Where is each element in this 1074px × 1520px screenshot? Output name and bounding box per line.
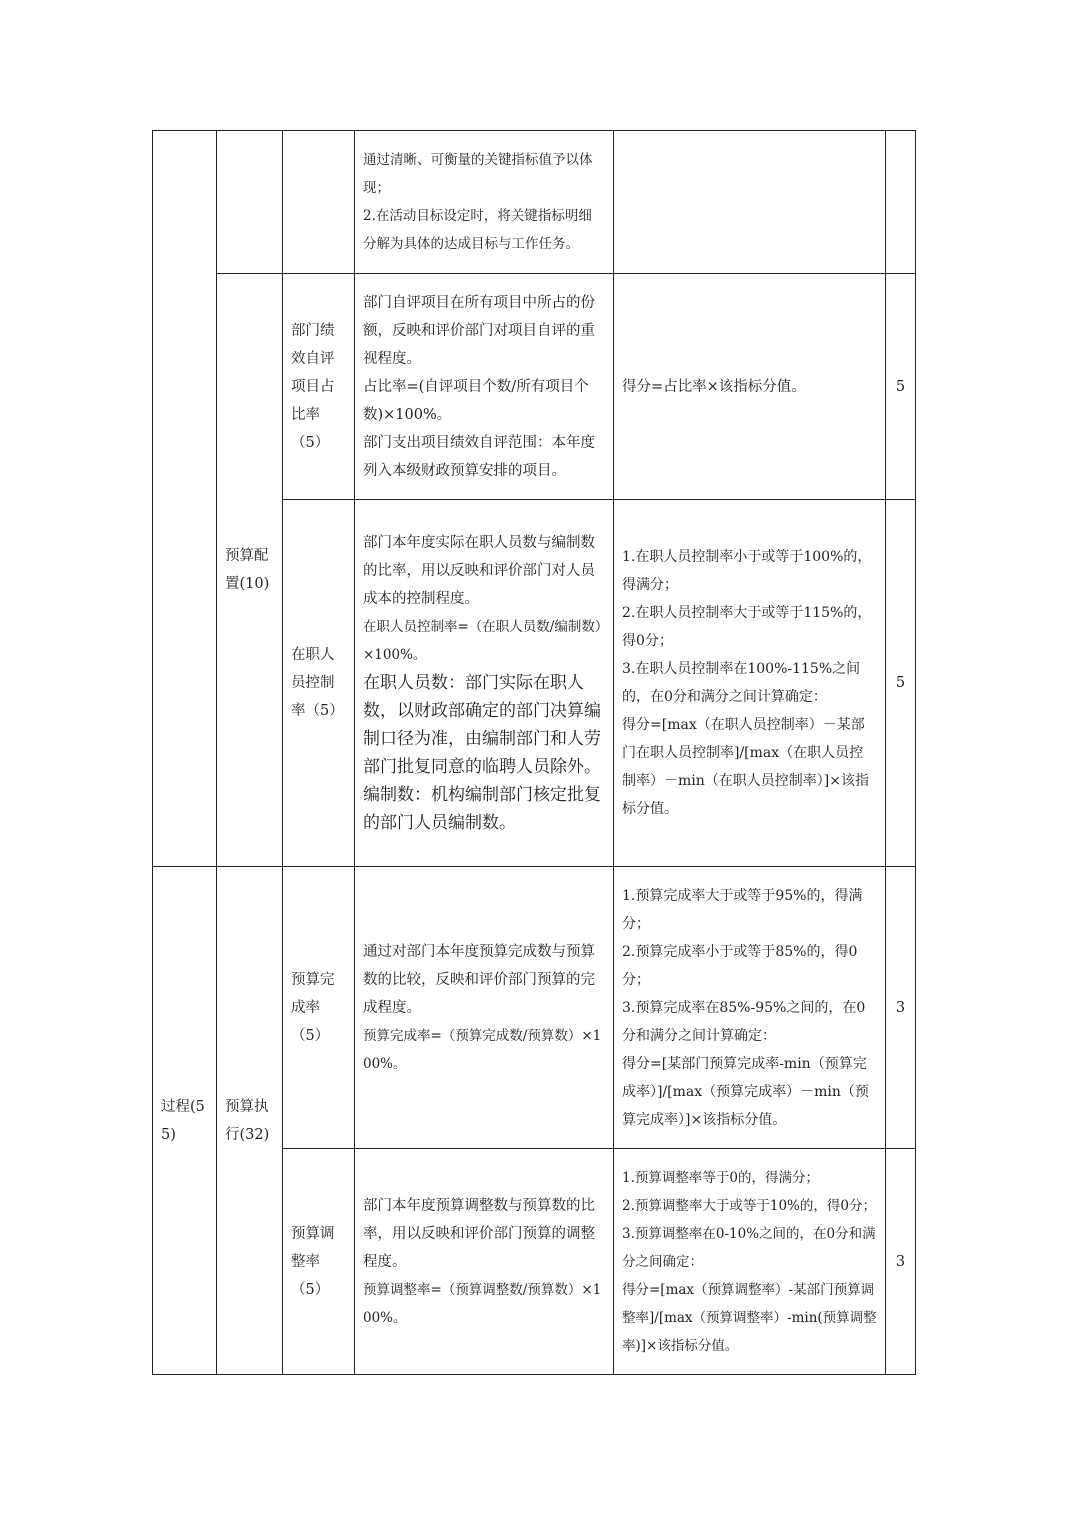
score-value: 3 <box>895 999 906 1016</box>
table-row <box>153 274 916 500</box>
scoring-cell <box>614 867 886 1149</box>
description-cell <box>355 500 614 867</box>
level1-cell-empty <box>153 131 217 867</box>
score-cell <box>886 500 916 867</box>
indicator-cell-empty <box>283 131 355 274</box>
level2-label: 预算执行(32) <box>225 1098 270 1143</box>
scoring-line: 1.在职人员控制率小于或等于100%的，得满分； <box>622 549 872 593</box>
indicator-name: 预算完成率（5） <box>291 971 335 1044</box>
score-value: 5 <box>895 378 906 395</box>
score-value: 3 <box>895 1253 906 1270</box>
scoring-line: 得分=占比率×该指标分值。 <box>622 378 806 395</box>
indicator-name: 预算调整率（5） <box>291 1225 335 1298</box>
scoring-line: 得分=[某部门预算完成率-min（预算完成率）]/[max（预算完成率）－min（预算完成率）]×该指标分值。 <box>622 1055 869 1128</box>
table-row <box>153 867 916 1149</box>
score-cell-empty <box>886 131 916 274</box>
level2-label: 预算配置(10) <box>225 548 270 592</box>
description-line: 占比率=(自评项目个数/所有项目个数)×100%。 <box>363 378 589 423</box>
scoring-line: 得分=[max（在职人员控制率）－某部门在职人员控制率]/[max（在职人员控制率）－min（在职人员控制率）]×该指标分值。 <box>622 717 869 817</box>
scoring-cell <box>614 1149 886 1375</box>
performance-indicator-table <box>152 130 916 1375</box>
scoring-line: 2.预算调整率大于或等于10%的，得0分； <box>622 1197 876 1214</box>
description-cell <box>355 867 614 1149</box>
process-cell <box>153 867 217 1375</box>
description-line: 部门本年度预算调整数与预算数的比率，用以反映和评价部门预算的调整程度。 <box>363 1197 595 1270</box>
indicator-cell <box>283 867 355 1149</box>
scoring-line: 1.预算调整率等于0的，得满分； <box>622 1169 819 1186</box>
description-line: 在职人员控制率=（在职人员数/编制数）×100%。 <box>363 619 602 663</box>
level2-cell-empty <box>217 131 283 274</box>
indicator-cell <box>283 500 355 867</box>
description-line: 预算调整率=（预算调整数/预算数）×100%。 <box>363 1281 602 1326</box>
description-line: 预算完成率=（预算完成数/预算数）×100%。 <box>363 1027 602 1072</box>
score-value: 5 <box>895 675 906 691</box>
indicator-name: 部门绩效自评项目占比率（5） <box>291 322 335 451</box>
scoring-cell-empty <box>614 131 886 274</box>
description-line: 编制数：机构编制部门核定批复的部门人员编制数。 <box>363 785 601 833</box>
scoring-line: 2.在职人员控制率大于或等于115%的，得0分； <box>622 605 872 649</box>
budget-config-cell <box>217 274 283 867</box>
description-line: 部门自评项目在所有项目中所占的份额，反映和评价部门对项目自评的重视程度。 <box>363 294 595 367</box>
score-cell <box>886 1149 916 1375</box>
description-line: 通过清晰、可衡量的关键指标值予以体现； <box>363 152 593 196</box>
scoring-line: 3.在职人员控制率在100%-115%之间的，在0分和满分之间计算确定： <box>622 661 861 705</box>
description-line: 2.在活动目标设定时，将关键指标明细分解为具体的达成目标与工作任务。 <box>363 208 592 252</box>
description-line: 部门支出项目绩效自评范围：本年度列入本级财政预算安排的项目。 <box>363 434 595 479</box>
scoring-line: 得分=[max（预算调整率）-某部门预算调整率]/[max（预算调整率）-min(预算调整率)]×该指标分值。 <box>622 1281 877 1354</box>
indicator-cell <box>283 1149 355 1375</box>
scoring-cell <box>614 500 886 867</box>
table-row <box>153 131 916 274</box>
scoring-line: 3.预算调整率在0-10%之间的，在0分和满分之间确定： <box>622 1225 876 1270</box>
score-cell <box>886 274 916 500</box>
description-cell <box>355 131 614 274</box>
scoring-line: 1.预算完成率大于或等于95%的，得满分； <box>622 887 863 932</box>
description-cell <box>355 1149 614 1375</box>
scoring-line: 2.预算完成率小于或等于85%的，得0分； <box>622 943 858 988</box>
indicator-name: 在职人员控制率（5） <box>291 647 344 719</box>
level1-label: 过程(55) <box>161 1098 205 1143</box>
description-line: 部门本年度实际在职人员数与编制数的比率，用以反映和评价部门对人员成本的控制程度。 <box>363 535 595 607</box>
description-line: 通过对部门本年度预算完成数与预算数的比较，反映和评价部门预算的完成程度。 <box>363 943 595 1016</box>
scoring-cell <box>614 274 886 500</box>
scoring-line: 3.预算完成率在85%-95%之间的，在0分和满分之间计算确定： <box>622 999 866 1044</box>
score-cell <box>886 867 916 1149</box>
description-cell <box>355 274 614 500</box>
indicator-cell <box>283 274 355 500</box>
description-line: 在职人员数：部门实际在职人数，以财政部确定的部门决算编制口径为准，由编制部门和人劳部门批复同意的临聘人员除外。 <box>363 673 601 777</box>
budget-exec-cell <box>217 867 283 1375</box>
